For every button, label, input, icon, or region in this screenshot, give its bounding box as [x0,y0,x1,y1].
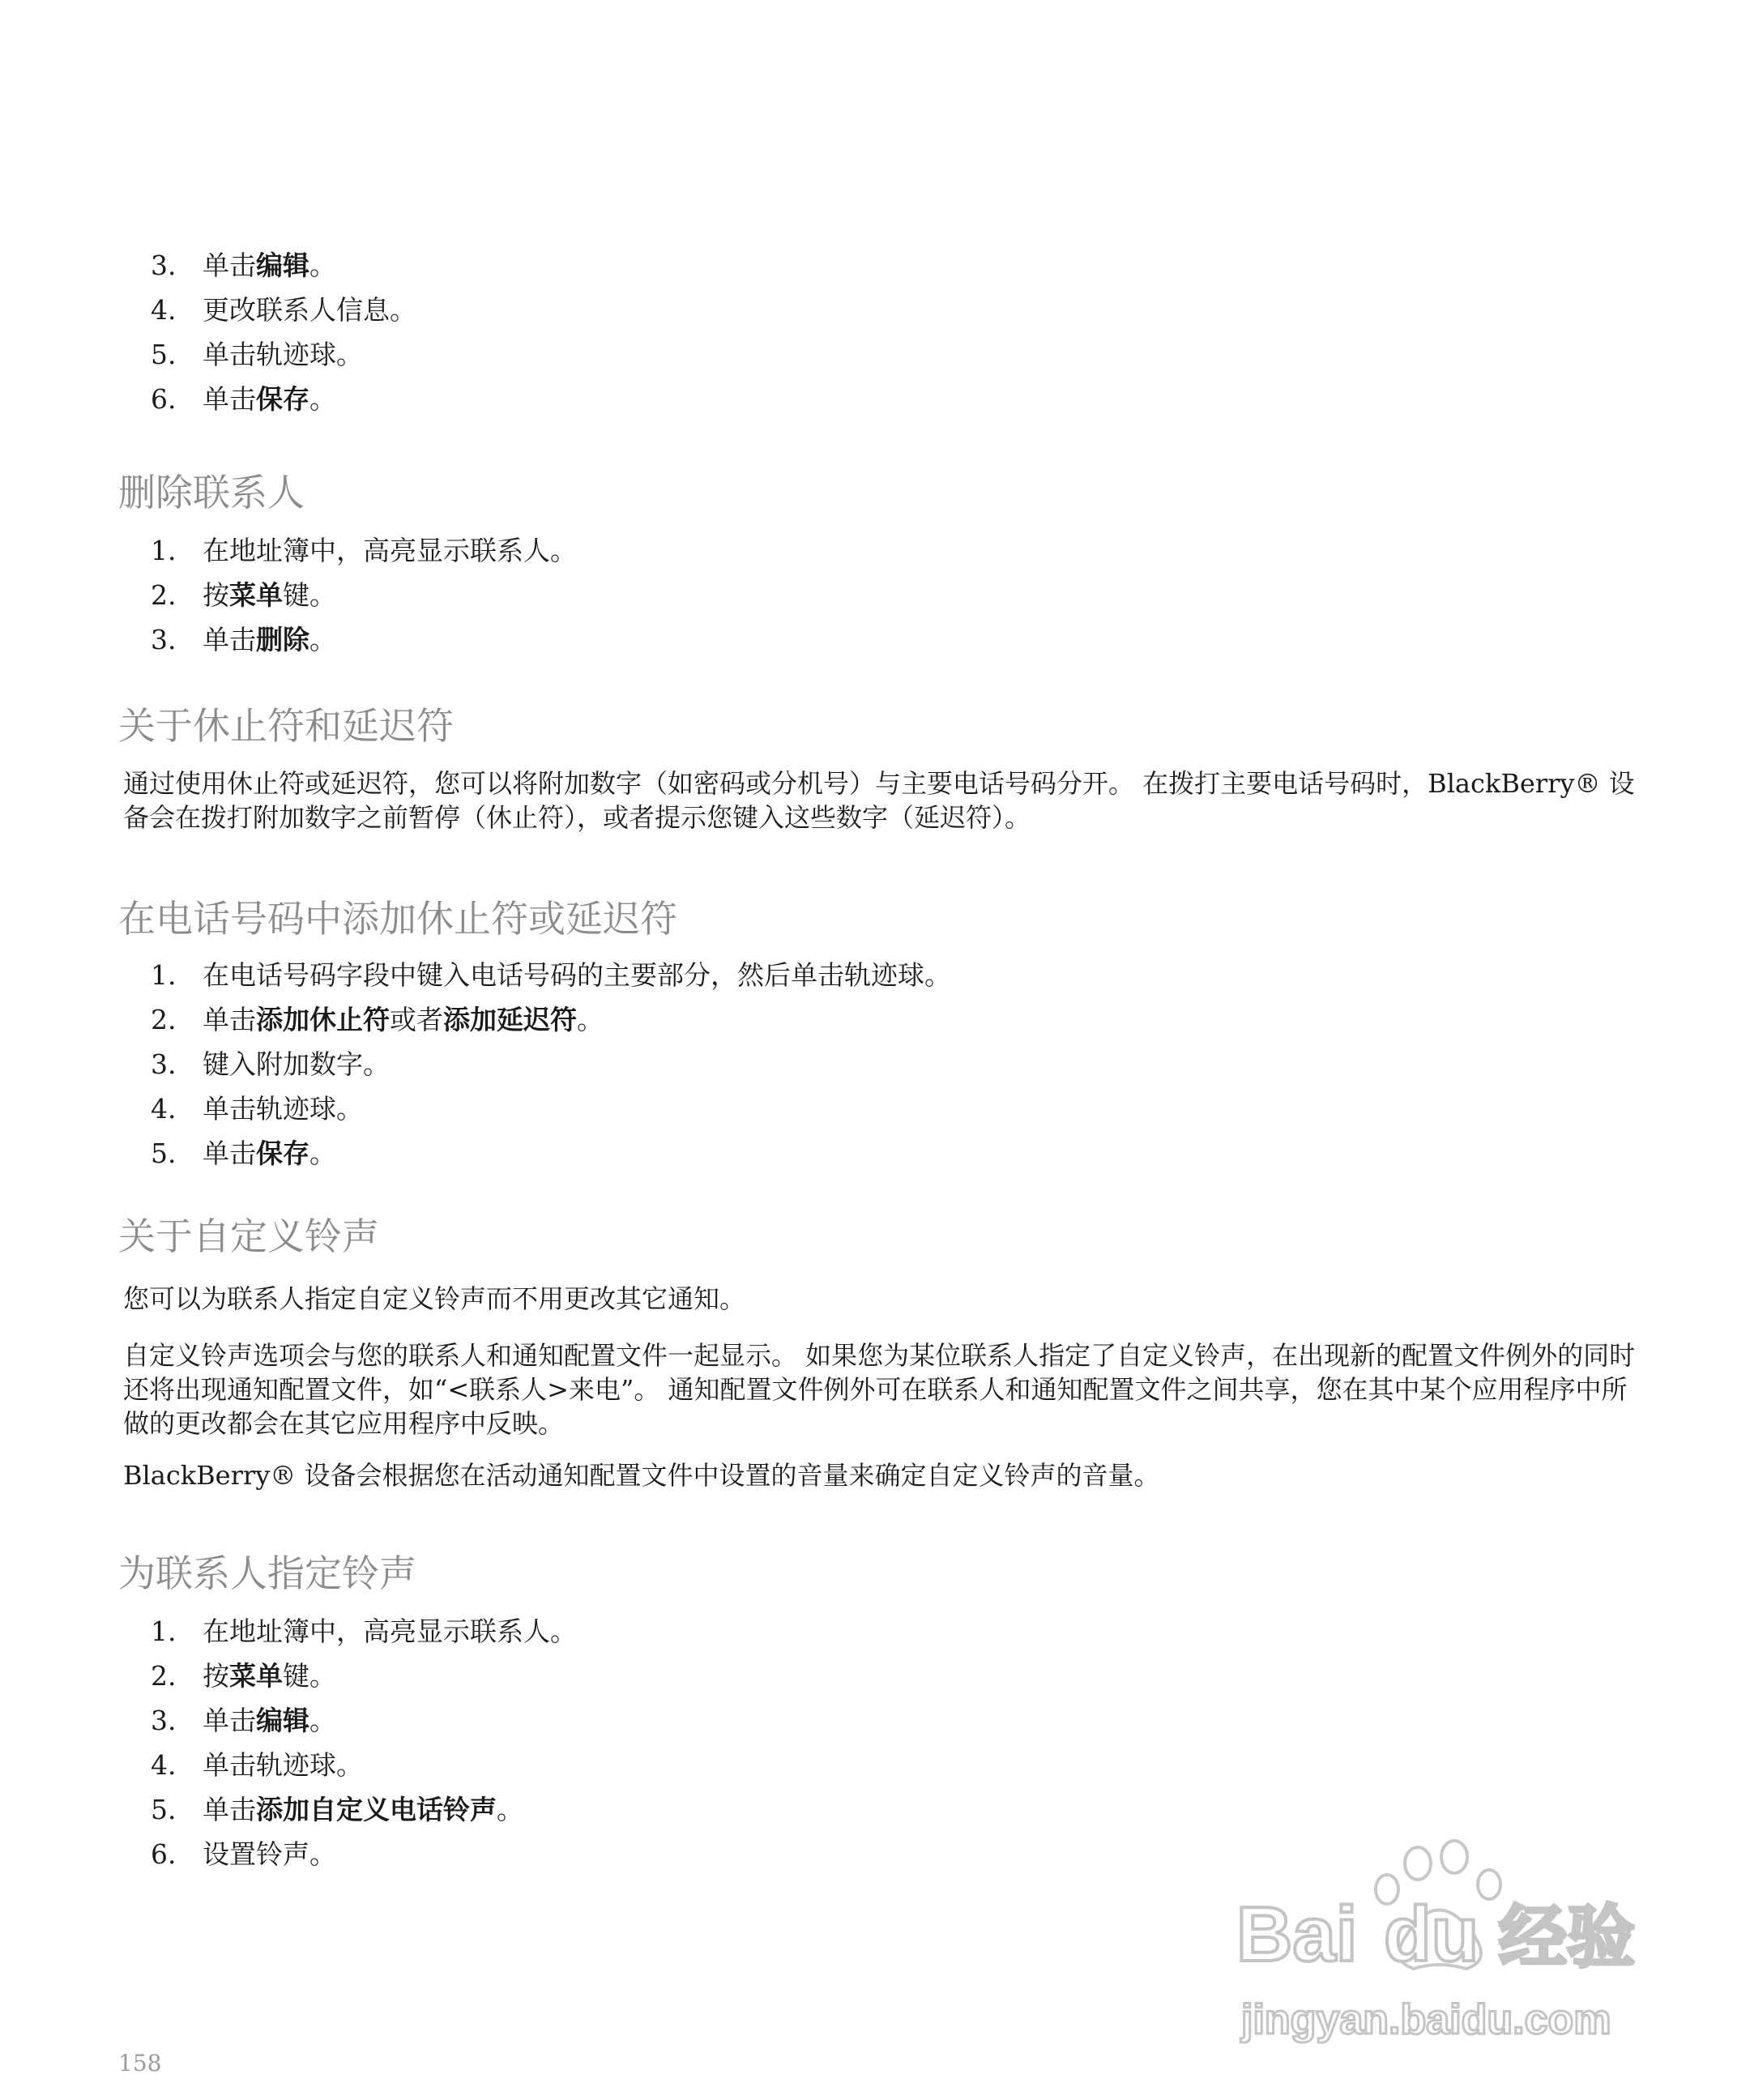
paragraph: 通过使用休止符或延迟符，您可以将附加数字（如密码或分机号）与主要电话号码分开。 在拨打主要电话号码时，BlackBerry® 设备会在拨打附加数字之前暂停（休止符），或者提示您键入这些数字（延迟符）。 [123,768,1635,833]
ui-term: 保存 [256,383,309,415]
section-heading-add-pause-wait: 在电话号码中添加休止符或延迟符 [118,897,677,941]
watermark-url: jingyan.baidu.com [1241,1996,1611,2043]
step-number: 6. [151,383,177,415]
watermark-brand: Bai [1236,1891,1358,1978]
step-number: 4. [151,294,177,326]
watermark-brand-2: du [1384,1891,1479,1978]
paragraph: BlackBerry® 设备会根据您在活动通知配置文件中设置的音量来确定自定义铃声的音量。 [123,1460,1160,1491]
paragraph: 自定义铃声选项会与您的联系人和通知配置文件一起显示。 如果您为某位联系人指定了自定义铃声，在出现新的配置文件例外的同时还将出现通知配置文件，如“<联系人>来电”。 通知配置文件例外可在联系人和通知配置文件之间共享，您在其中某个应用程序中所做的更改都会在其它应用程序中反映。 [123,1340,1636,1439]
document-page: 3. 单击编辑。 4. 更改联系人信息。 5. 单击轨迹球。 6. 单击保存。 删除联系人 1. 在地址簿中，高亮显示联系人。 2. 按菜单键。 3. 单击删除。 关于休止符和延迟符 通过使用休止符或延迟符，您可以将附加数字（如密码或分机号）与主要电话号码分开。 在拨打主要电话号码时，BlackBerry® 设备会在拨打附加数字之前暂停（休止符），或者提示您键入这些数字（延迟符）。 在电话号码中添加休止符或延迟符 1. 在电话号码字段中键入电话号码的主要部分，然后单击轨迹球。 2. 单击添加休止符或者添加延迟符。 3. 键入附加数字。 4. 单击轨迹球。 5. 单击保存。 关于自定义铃声 您可以为联系人指定自定义铃声而不用更改其它通知。 自定义铃声选项会与您的联系人和通知配置文件一起显示。 如果您为某位联系人指定了自定义铃声，在出现新的配置文件例外的同时还将出现通知配置文件，如“<联系人>来电”。 通知配置文件例外可在联系人和通知配置文件之间共享，您在其中某个应用程序中所做的更改都会在其它应用程序中反映。 BlackBerry® 设备会根据您在活动通知配置文件中设置的音量来确定自定义铃声的音量。 为联系人指定铃声 1. 在地址簿中，高亮显示联系人。 2. 按菜单键。 3. 单击编辑。 4. 单击轨迹球。 5. 单击添加自定义电话铃声。 6. 设置铃声。 Bai du 经验 jingyan.baidu.com 158 [0,0,1750,2100]
section-heading-about-custom-ring: 关于自定义铃声 [118,1214,379,1258]
step-number: 3. [151,250,177,281]
section-heading-delete-contact: 删除联系人 [118,471,305,514]
page-number: 158 [118,2050,162,2077]
paragraph: 您可以为联系人指定自定义铃声而不用更改其它通知。 [123,1283,746,1314]
ui-term: 编辑 [256,250,309,281]
baidu-paw-logo-icon [1231,1839,1653,2066]
watermark-cn: 经验 [1499,1899,1636,1975]
step-number: 5. [151,339,177,370]
section-heading-about-pause-wait: 关于休止符和延迟符 [118,704,454,748]
baidu-watermark [1231,1839,1653,2066]
section-heading-assign-ring: 为联系人指定铃声 [118,1552,416,1595]
